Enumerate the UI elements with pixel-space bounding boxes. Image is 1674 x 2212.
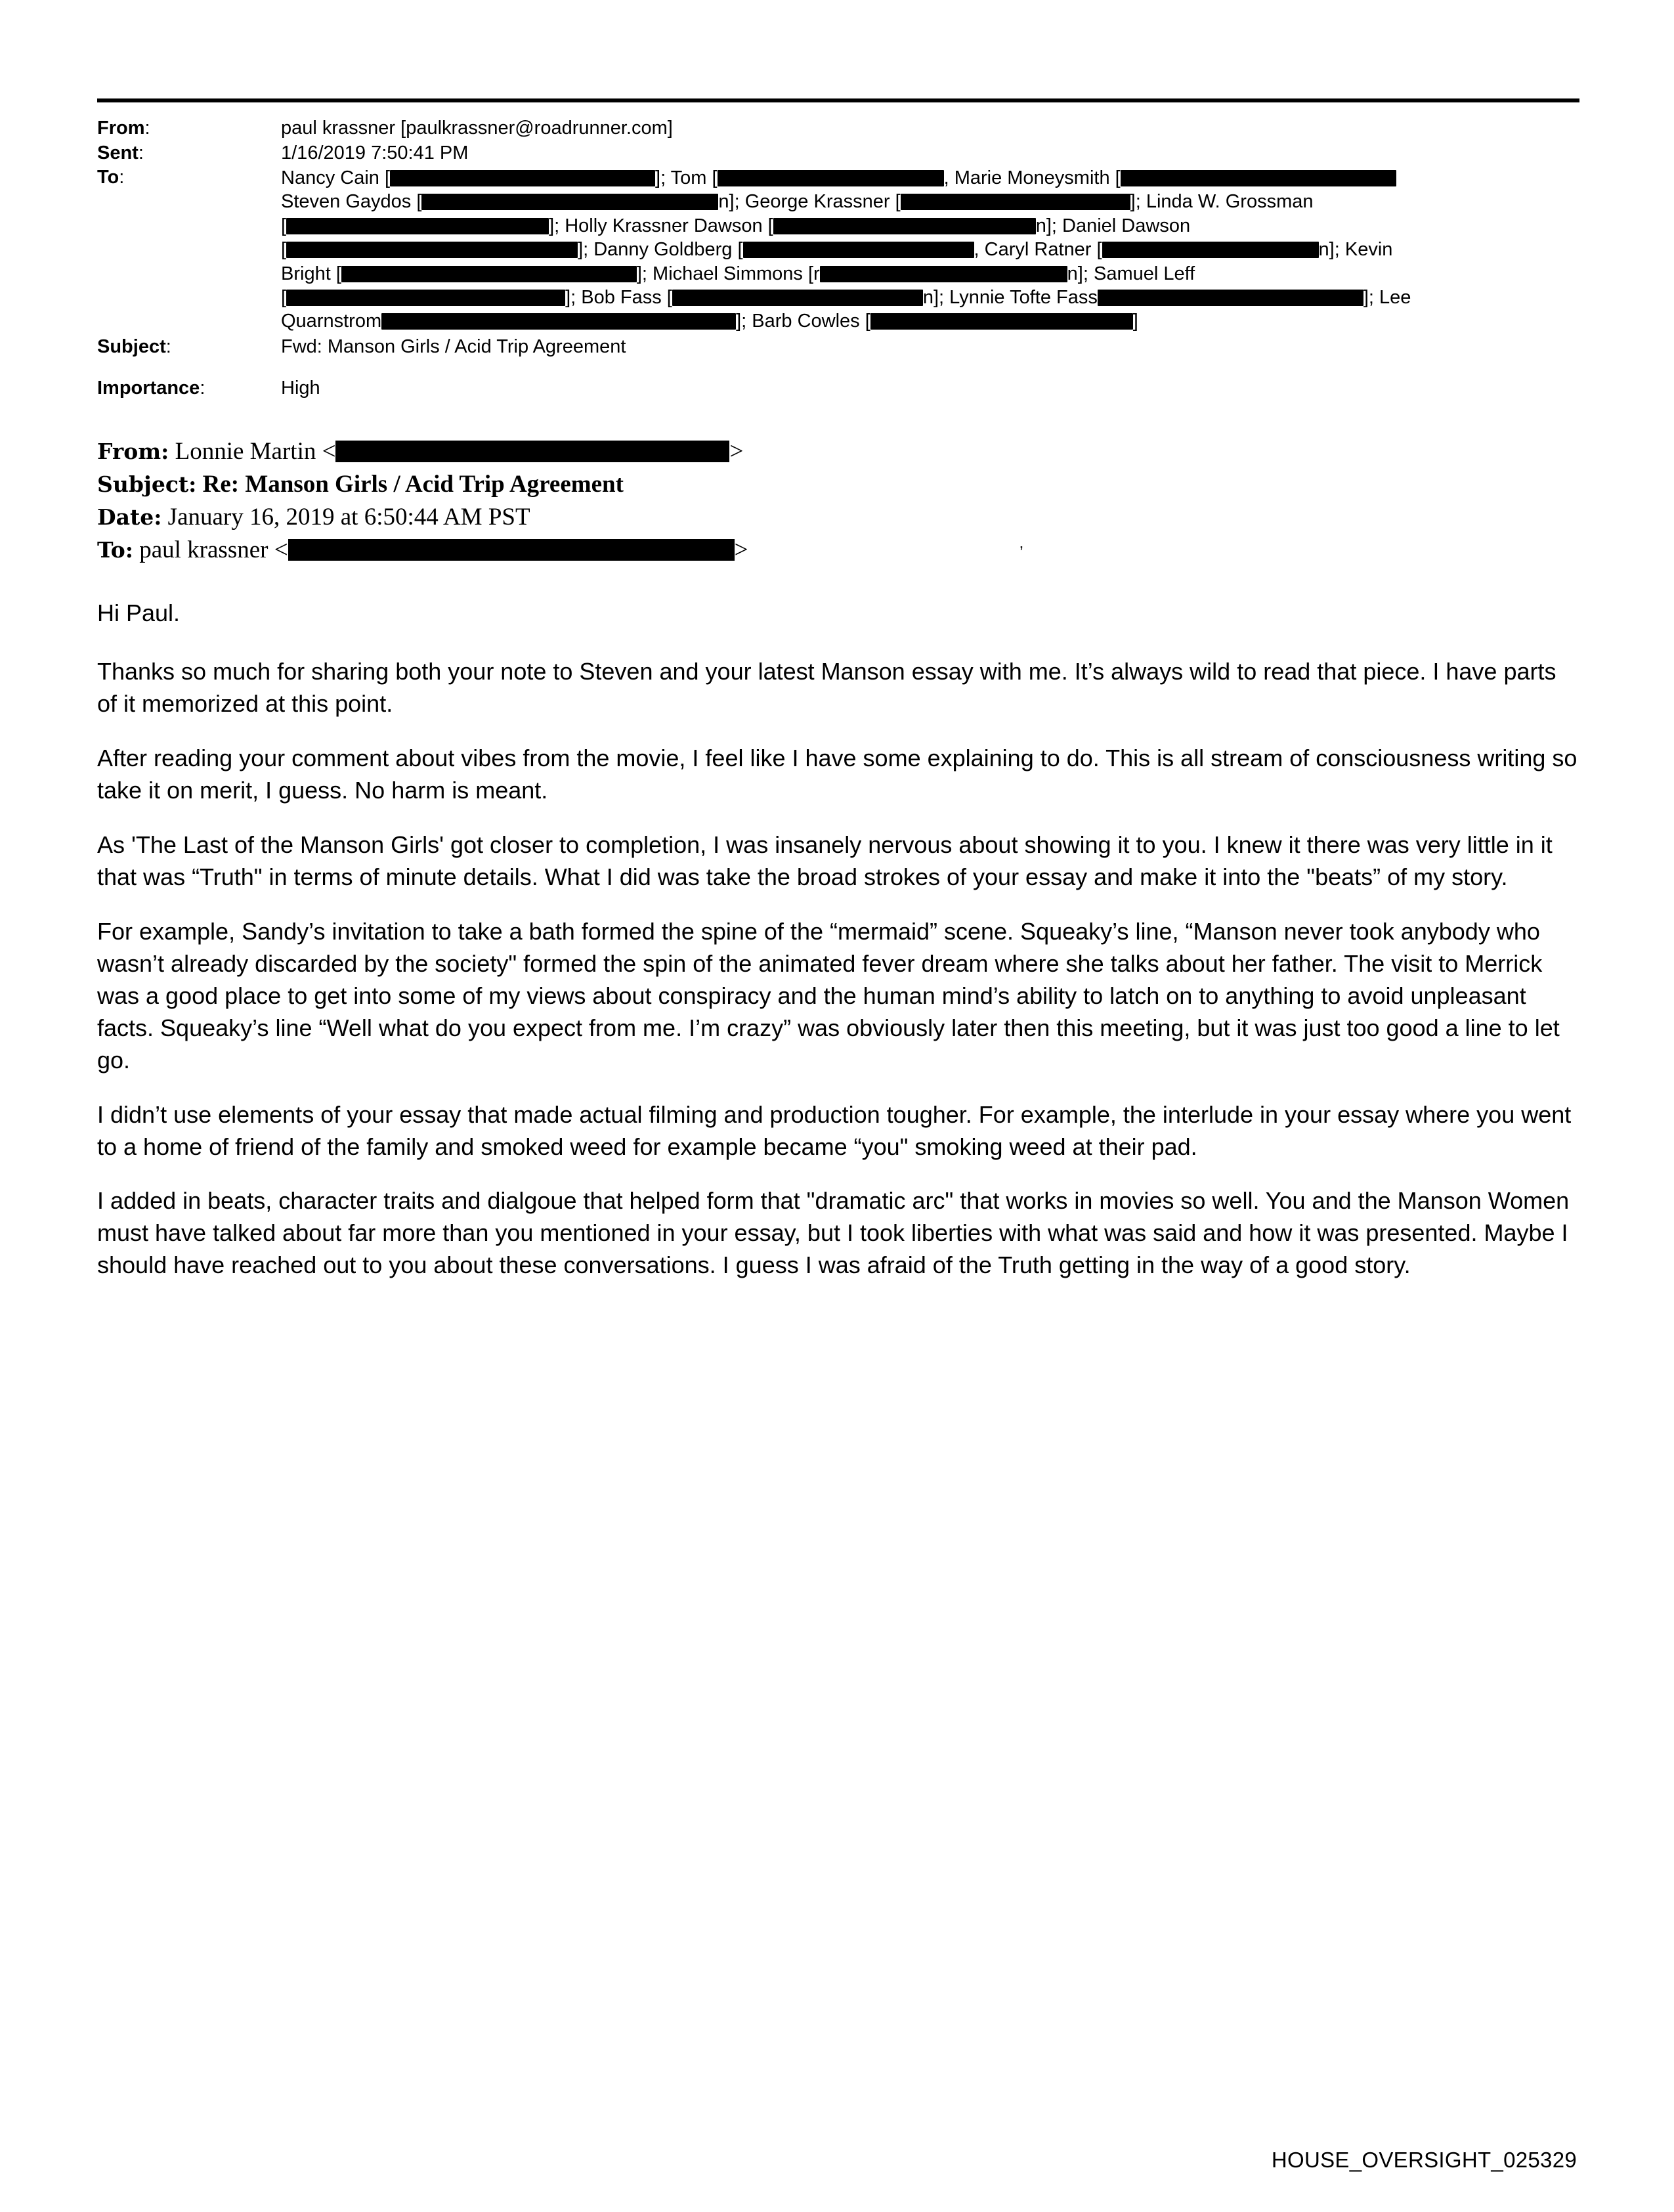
recipient-text: n]; Lynnie Tofte Fass [922, 286, 1098, 308]
recipient-text: ]; Michael Simmons [r [636, 263, 820, 284]
redaction-bar [286, 218, 549, 234]
recipient-text: ] [1132, 311, 1138, 332]
header-spacer [97, 360, 1581, 377]
redaction-bar [1102, 242, 1319, 258]
recipient-text: n]; George Krassner [ [718, 191, 901, 213]
body-paragraph-5: I didn’t use elements of your essay that made actual filming and production tougher. For example, the interlude in your essay where you went to a home of friend of the family and smoked weed for example became “you" smoking weed at their pad. [97, 1100, 1572, 1160]
redaction-bar [286, 242, 578, 258]
redaction-bar [335, 441, 729, 462]
recipient-text: n]; Samuel Leff [1067, 263, 1195, 284]
redaction-bar [288, 539, 735, 561]
header-row-to [97, 166, 1581, 336]
body-paragraph-2: After reading your comment about vibes from the movie, I feel like I have some explaining to do. This is all stream of consciousness writing so take it on merit, I guess. No harm is meant. [97, 744, 1577, 804]
document-content [97, 98, 1581, 1304]
recipient-text: Bright [ [281, 263, 341, 284]
forwarded-subject-value: Re: Manson Girls / Acid Trip Agreement [202, 470, 624, 498]
redaction-bar [743, 242, 974, 258]
body-paragraph-6: I added in beats, character traits and dialgoue that helped form that "dramatic arc" that works in movies so well. You and the Manson Women must have talked about far more than you mentioned in your essay, but I took liberties with what was said and how it was presented. Maybe I should have reached out to you about these conversations. I guess I was afraid of the Truth getting in the way of a good story. [97, 1187, 1570, 1279]
forwarded-subject-label: Subject: [97, 471, 197, 497]
forwarded-to-label: To: [97, 537, 133, 563]
spacer-cell [281, 360, 1581, 377]
redaction-bar [773, 218, 1036, 234]
recipient-text: ]; Holly Krassner Dawson [ [549, 215, 773, 236]
recipient-text: ]; Tom [ [655, 167, 718, 188]
header-row-sent [97, 142, 1581, 167]
redaction-bar [381, 313, 736, 330]
recipient-text: ]; Linda W. Grossman [1130, 191, 1314, 213]
recipient-text: n]; Daniel Dawson [1035, 215, 1191, 236]
header-label-sent: Sent: [97, 142, 144, 163]
header-label-subject-text: Subject [97, 336, 166, 357]
recipient-text: [ [281, 215, 287, 236]
header-value-sent: 1/16/2019 7:50:41 PM [281, 142, 469, 163]
redaction-bar [718, 170, 944, 186]
email-body [97, 597, 1581, 1282]
email-header-table [97, 117, 1581, 402]
spacer-cell [97, 360, 281, 377]
header-label-to-text: To [97, 167, 119, 188]
header-value-to [281, 166, 1581, 336]
header-label-from: From: [97, 118, 150, 139]
redaction-bar [820, 266, 1067, 282]
body-paragraph-3: As 'The Last of the Manson Girls' got closer to completion, I was insanely nervous about showing it to you. I knew it there was very little in it that was “Truth" in terms of minute details. What I did was take the broad strokes of your essay and make it into the "beats” of my story. [97, 831, 1553, 890]
body-greeting: Hi Paul. [97, 599, 181, 627]
header-value-subject: Fwd: Manson Girls / Acid Trip Agreement [281, 336, 626, 357]
forwarded-message-header [97, 436, 1581, 566]
body-paragraph-1: Thanks so much for sharing both your note to Steven and your latest Manson essay with me. It’s always wild to read that piece. I have parts of it memorized at this point. [97, 658, 1556, 718]
forwarded-to-end: > [734, 536, 748, 564]
recipient-text: ]; Barb Cowles [ [736, 311, 870, 332]
header-rule [97, 98, 1579, 102]
header-label-to: To: [97, 167, 125, 188]
header-row-from [97, 117, 1581, 142]
forwarded-subject-line [97, 469, 1581, 500]
header-label-sent-text: Sent [97, 142, 139, 163]
recipient-text: ]; Bob Fass [ [565, 286, 672, 308]
header-row-subject [97, 336, 1581, 360]
redaction-bar [672, 290, 923, 306]
redaction-bar [870, 313, 1133, 330]
header-label-subject: Subject: [97, 336, 171, 357]
recipient-text: ]; Danny Goldberg [ [578, 239, 743, 261]
recipient-text: [ [281, 286, 287, 308]
header-label-importance-text: Importance [97, 378, 200, 399]
redaction-bar [341, 266, 637, 282]
header-value-from: paul krassner [paulkrassner@roadrunner.com] [281, 118, 673, 139]
redaction-bar [1098, 290, 1363, 306]
forwarded-to-value: paul krassner < [139, 536, 288, 564]
redaction-bar [421, 194, 718, 210]
bates-number: HOUSE_OVERSIGHT_025329 [1271, 2148, 1577, 2172]
forwarded-from-line [97, 436, 1581, 467]
forwarded-date-label: Date: [97, 504, 162, 530]
redaction-bar [901, 194, 1130, 210]
header-label-importance: Importance: [97, 378, 205, 399]
forwarded-from-end: > [729, 437, 744, 465]
recipient-text: [ [281, 239, 287, 261]
forwarded-from-label: From: [97, 438, 169, 464]
stray-mark: ’ [1019, 542, 1023, 562]
body-paragraph-4: For example, Sandy’s invitation to take a bath formed the spine of the “mermaid” scene. Squeaky’s line, “Manson never took anybody who wasn’t already discarded by the society" formed the spin of the animated fever dream where she talks about her father. The visit to Merrick was a good place to get into some of my views about conspiracy and the human mind’s ability to latch on to anything to avoid unpleasant facts. Squeaky’s line “Well what do you expect from me. I’m crazy” was obviously later then this meeting, but it was just too good a line to let go. [97, 917, 1560, 1073]
recipient-text: Nancy Cain [ [281, 167, 391, 188]
forwarded-date-line [97, 502, 1581, 533]
redaction-bar [286, 290, 565, 306]
recipient-text: ]; Lee [1363, 286, 1411, 308]
forwarded-to-line [97, 534, 1581, 566]
header-row-importance [97, 377, 1581, 402]
redaction-bar [390, 170, 655, 186]
header-value-importance: High [281, 378, 320, 399]
recipient-text: , Caryl Ratner [ [974, 239, 1102, 261]
recipient-text: Steven Gaydos [ [281, 191, 422, 213]
header-label-from-text: From [97, 118, 145, 139]
recipient-text: , Marie Moneysmith [ [943, 167, 1121, 188]
forwarded-from-value: Lonnie Martin < [175, 437, 336, 465]
forwarded-date-value: January 16, 2019 at 6:50:44 AM PST [167, 503, 530, 531]
recipient-text: n]; Kevin [1318, 239, 1393, 261]
recipient-text: Quarnstrom [281, 311, 382, 332]
redaction-bar [1121, 170, 1396, 186]
